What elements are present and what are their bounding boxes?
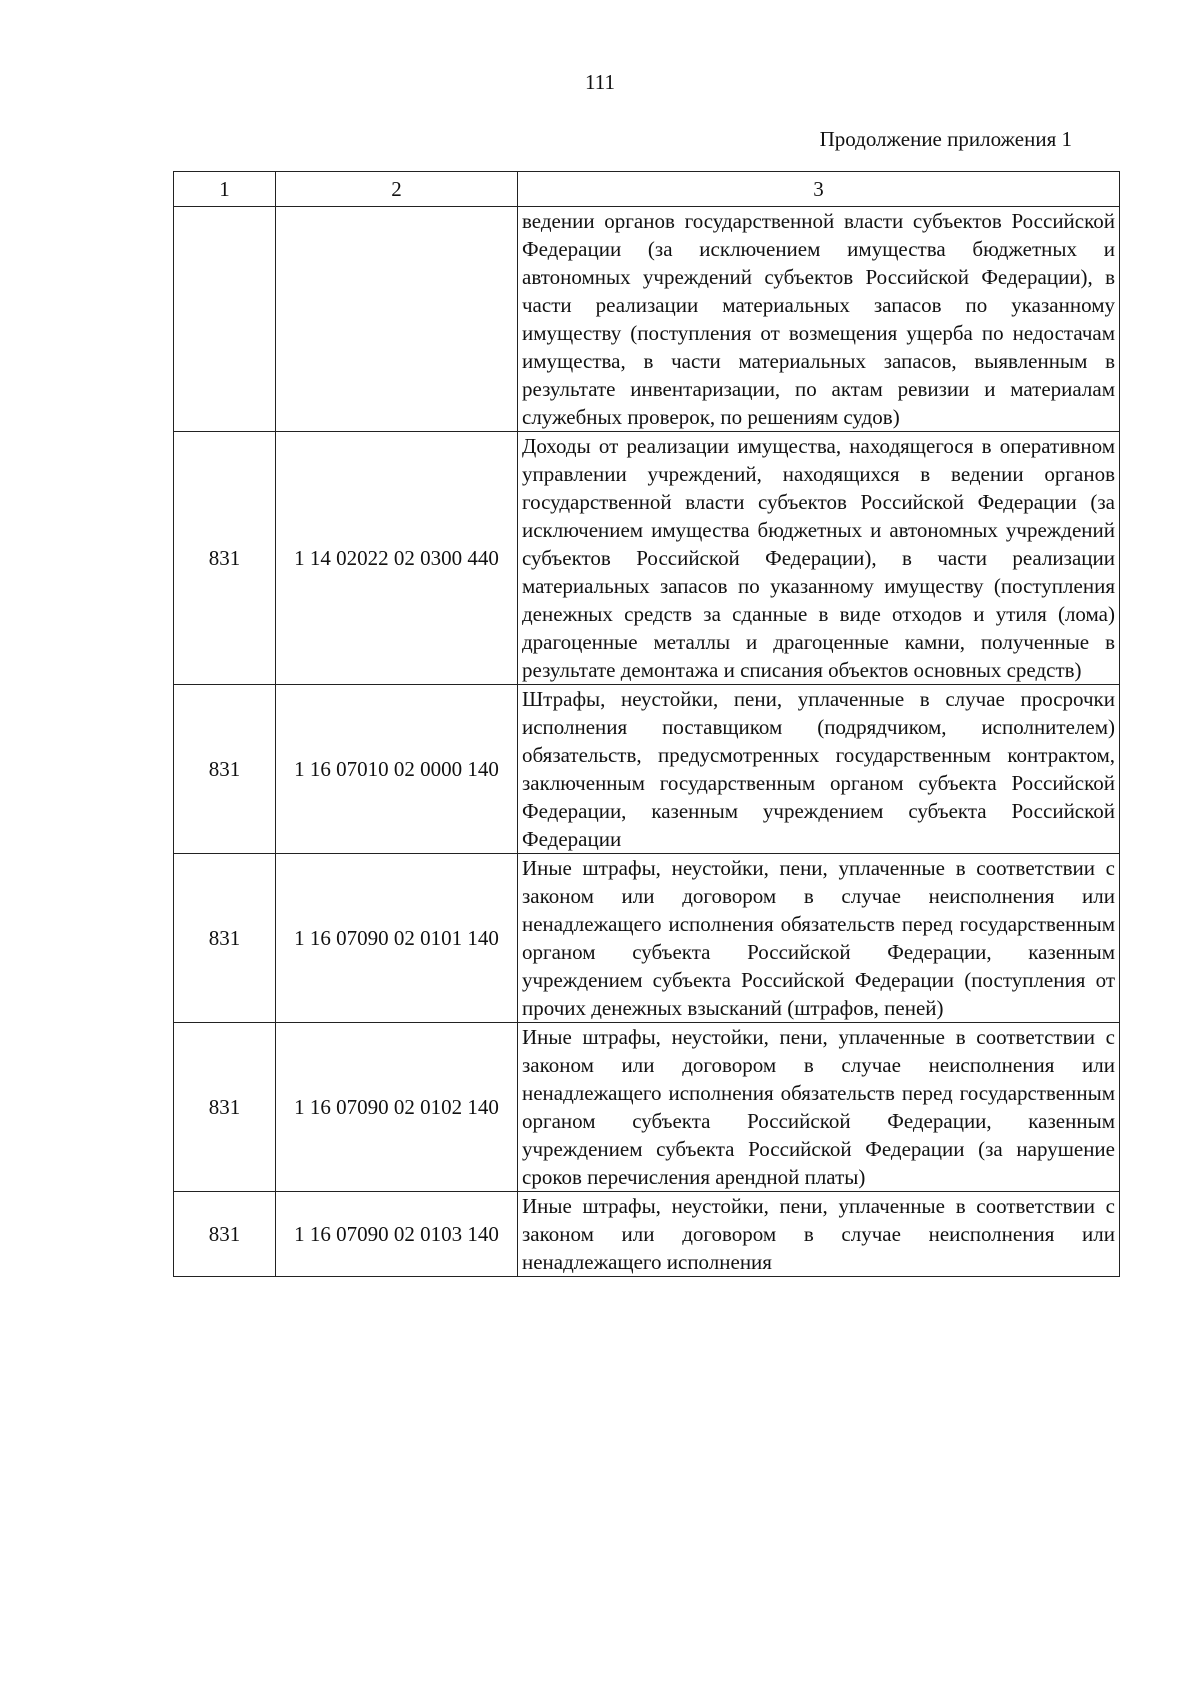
kbk-code-cell: 1 16 07090 02 0102 140 [276,1023,518,1192]
kbk-code-cell: 1 16 07010 02 0000 140 [276,685,518,854]
admin-code-cell: 831 [174,685,276,854]
column-header-1: 1 [174,172,276,207]
table-row [174,854,1120,1023]
admin-code-cell: 831 [174,1192,276,1277]
table-row [174,207,1120,432]
admin-code-cell: 831 [174,1023,276,1192]
description-cell: Иные штрафы, неустойки, пени, уплаченные в соответствии с законом или договором в случае неисполнения или ненадлежащего исполнения [518,1192,1120,1277]
table-row [174,432,1120,685]
description-cell: ведении органов государственной власти субъектов Российской Федерации (за исключением имущества бюджетных и автономных учреждений субъектов Российской Федерации), в части реализации материальных запасов по указанному имуществу (поступления от возмещения ущерба по недостачам имущества, в части материальных запасов, выявленным в результате инвентаризации, по актам ревизии и материалам служебных проверок, по решениям судов) [518,207,1120,432]
kbk-code-cell: 1 16 07090 02 0101 140 [276,854,518,1023]
admin-code-cell: 831 [174,854,276,1023]
kbk-code-cell: 1 16 07090 02 0103 140 [276,1192,518,1277]
description-cell: Иные штрафы, неустойки, пени, уплаченные в соответствии с законом или договором в случае неисполнения или ненадлежащего исполнения обязательств перед государственным органом субъекта Российской Федерации, казенным учреждением субъекта Российской Федерации (за нарушение сроков перечисления арендной платы) [518,1023,1120,1192]
admin-code-cell: 831 [174,432,276,685]
kbk-code-cell [276,207,518,432]
table-row [174,1192,1120,1277]
description-cell: Штрафы, неустойки, пени, уплаченные в случае просрочки исполнения поставщиком (подрядчиком, исполнителем) обязательств, предусмотренных государственным контрактом, заключенным государственным органом субъекта Российской Федерации, казенным учреждением субъекта Российской Федерации [518,685,1120,854]
column-header-2: 2 [276,172,518,207]
description-cell: Доходы от реализации имущества, находящегося в оперативном управлении учреждений, находящихся в ведении органов государственной власти субъектов Российской Федерации (за исключением имущества бюджетных и автономных учреждений субъектов Российской Федерации), в части реализации материальных запасов по указанному имуществу (поступления денежных средств за сданные в виде отходов и утиля (лома) драгоценные металлы и драгоценные камни, полученные в результате демонтажа и списания объектов основных средств) [518,432,1120,685]
description-cell: Иные штрафы, неустойки, пени, уплаченные в соответствии с законом или договором в случае неисполнения или ненадлежащего исполнения обязательств перед государственным органом субъекта Российской Федерации, казенным учреждением субъекта Российской Федерации (поступления от прочих денежных взысканий (штрафов, пеней) [518,854,1120,1023]
appendix-continuation-note: Продолжение приложения 1 [819,127,1072,151]
table-header-row [174,172,1120,207]
table-row [174,1023,1120,1192]
kbk-code-cell: 1 14 02022 02 0300 440 [276,432,518,685]
table-row [174,685,1120,854]
column-header-3: 3 [518,172,1120,207]
page-number: 111 [585,70,615,94]
income-codes-table [173,171,1120,1277]
admin-code-cell [174,207,276,432]
